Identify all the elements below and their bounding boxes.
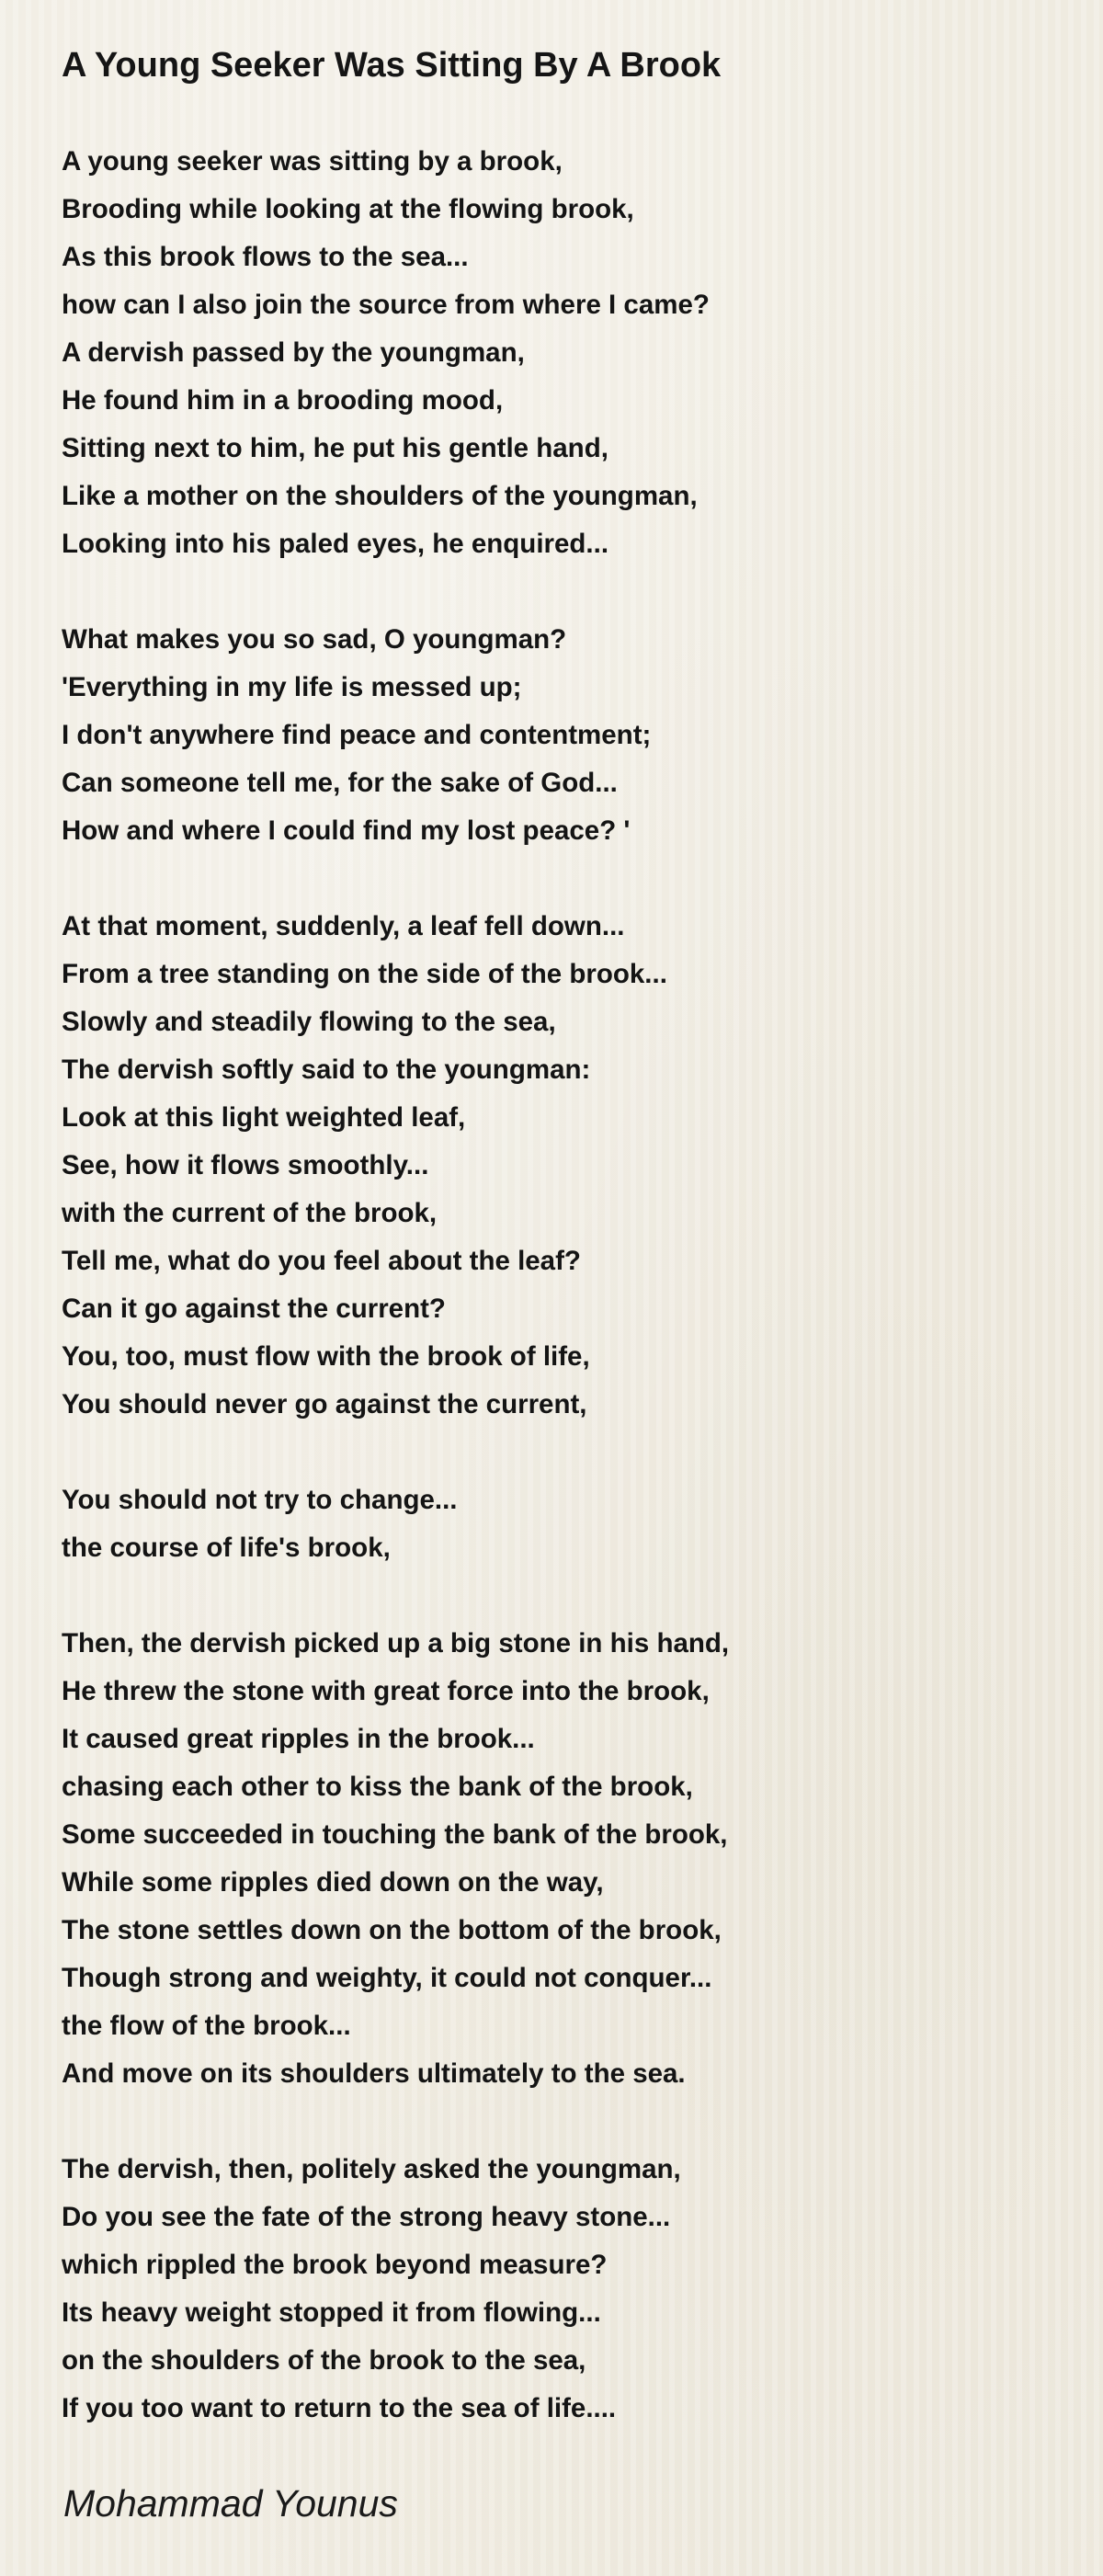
poem-line: Though strong and weighty, it could not conquer...	[62, 1963, 712, 1993]
poem-line: Tell me, what do you feel about the leaf?	[62, 1246, 581, 1276]
poem-line: Looking into his paled eyes, he enquired...	[62, 529, 609, 559]
poem-line: Some succeeded in touching the bank of the brook,	[62, 1819, 728, 1850]
poem-line: The dervish, then, politely asked the youngman,	[62, 2154, 681, 2184]
poem-line: How and where I could find my lost peace? '	[62, 815, 631, 846]
poem-line: Like a mother on the shoulders of the youngman,	[62, 481, 698, 511]
poem-line: Sitting next to him, he put his gentle hand,	[62, 433, 608, 463]
poem-line: It caused great ripples in the brook...	[62, 1724, 535, 1754]
poem-line: At that moment, suddenly, a leaf fell down...	[62, 911, 625, 941]
poem-line: on the shoulders of the brook to the sea,	[62, 2345, 586, 2376]
stanza-gap	[62, 2102, 729, 2149]
poem-line: You should not try to change...	[62, 1485, 458, 1515]
poem-line: You, too, must flow with the brook of life,	[62, 1341, 590, 1372]
poem-line: Its heavy weight stopped it from flowing...	[62, 2297, 601, 2328]
poem-line: If you too want to return to the sea of life....	[62, 2393, 617, 2423]
poem-line: And move on its shoulders ultimately to the sea.	[62, 2058, 686, 2089]
poem-line: What makes you so sad, O youngman?	[62, 624, 567, 655]
poem-line: Slowly and steadily flowing to the sea,	[62, 1007, 556, 1037]
poem-line: 'Everything in my life is messed up;	[62, 672, 522, 702]
poem-line: the course of life's brook,	[62, 1533, 391, 1563]
poem-line: with the current of the brook,	[62, 1198, 438, 1228]
poem-line: Look at this light weighted leaf,	[62, 1102, 466, 1133]
poem-line: See, how it flows smoothly...	[62, 1150, 429, 1180]
poem-line: He found him in a brooding mood,	[62, 385, 504, 416]
poem-body	[62, 142, 729, 2436]
poem-line: You should never go against the current,	[62, 1389, 587, 1419]
poem-line: A dervish passed by the youngman,	[62, 337, 525, 368]
poem-line: While some ripples died down on the way,	[62, 1867, 604, 1898]
poem-line: The stone settles down on the bottom of the brook,	[62, 1915, 722, 1945]
poem-line: Can someone tell me, for the sake of God...	[62, 768, 618, 798]
poem-line: He threw the stone with great force into the brook,	[62, 1676, 710, 1706]
poem-line: From a tree standing on the side of the brook...	[62, 959, 667, 989]
poem-author: Mohammad Younus	[63, 2482, 398, 2525]
stanza-gap	[62, 859, 729, 906]
poem-line: Then, the dervish picked up a big stone in his hand,	[62, 1628, 730, 1658]
poem-line: Can it go against the current?	[62, 1294, 446, 1324]
poem-line: the flow of the brook...	[62, 2011, 351, 2041]
poem-title: A Young Seeker Was Sitting By A Brook	[62, 46, 722, 85]
poem-line: As this brook flows to the sea...	[62, 242, 469, 272]
poem-line: A young seeker was sitting by a brook,	[62, 146, 563, 177]
poem-line: Brooding while looking at the flowing brook,	[62, 194, 634, 224]
poem-line: The dervish softly said to the youngman:	[62, 1054, 591, 1085]
poem-line: chasing each other to kiss the bank of the brook,	[62, 1772, 693, 1802]
stanza-gap	[62, 1432, 729, 1480]
stanza-gap	[62, 1576, 729, 1624]
poem-line: which rippled the brook beyond measure?	[62, 2250, 608, 2280]
poem-line: Do you see the fate of the strong heavy stone...	[62, 2202, 671, 2232]
poem-line: how can I also join the source from where I came?	[62, 290, 710, 320]
poem-line: I don't anywhere find peace and contentment;	[62, 720, 652, 750]
stanza-gap	[62, 572, 729, 620]
